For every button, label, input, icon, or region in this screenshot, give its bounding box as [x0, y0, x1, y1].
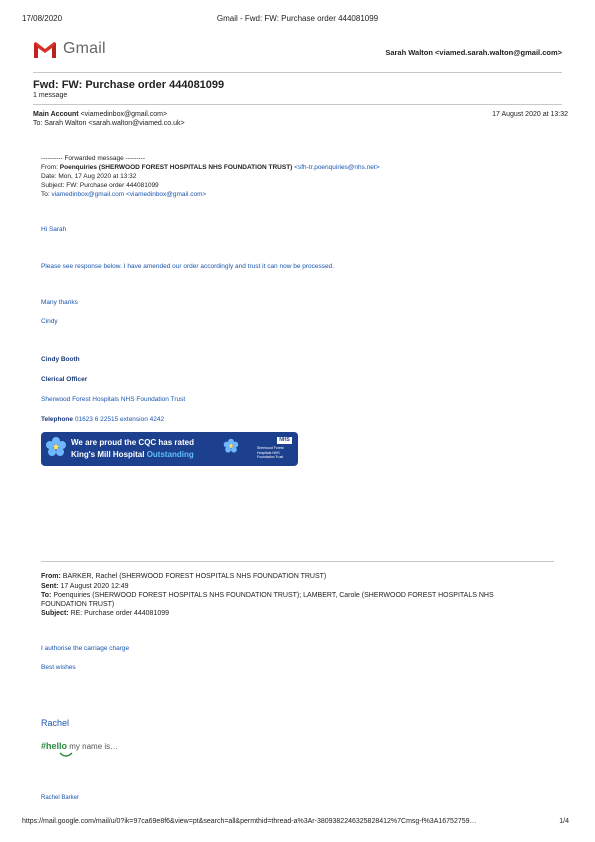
banner-hospital: King's Mill Hospital [71, 450, 147, 459]
quoted-sent-label: Sent: [41, 583, 59, 590]
sender-first-name: Cindy [41, 318, 58, 325]
quoted-subject-label: Subject: [41, 610, 69, 617]
greeting: Hi Sarah [41, 226, 67, 233]
quoted-to [41, 592, 494, 599]
hello-rest: my name is… [67, 742, 119, 751]
quoted-from-label: From: [41, 573, 61, 580]
quoted-to-value: Poenquiries (SHERWOOD FOREST HOSPITALS NHS FOUNDATION TRUST); LAMBERT, Carole (SHERWOOD FOREST HOSPITALS NHS [51, 592, 494, 599]
telephone-label: Telephone [41, 416, 74, 423]
forwarded-to-link[interactable]: viamedinbox@gmail.com [51, 191, 125, 198]
quoted-from-value: BARKER, Rachel (SHERWOOD FOREST HOSPITALS NHS FOUNDATION TRUST) [60, 573, 327, 580]
banner-rating: Outstanding [146, 450, 194, 459]
forwarded-to-address[interactable]: <viamedinbox@gmail.com> [124, 191, 207, 198]
hello-word: hello [46, 741, 68, 751]
thread-subject: Fwd: FW: Purchase order 444081099 [33, 79, 225, 91]
forwarded-from-address[interactable]: <sfh-tr.poenquiries@nhs.net> [292, 164, 380, 171]
print-date: 17/08/2020 [22, 14, 63, 23]
forwarded-from-label: From: [41, 164, 60, 171]
body-paragraph: Please see response below. I have amended our order accordingly and trust it can now be processed. [41, 263, 335, 270]
signature-name: Cindy Booth [41, 356, 80, 363]
authorise-line: I authorise the carriage charge [41, 645, 130, 652]
forwarded-subject: Subject: FW: Purchase order 444081099 [41, 182, 159, 189]
quoted-subject-value: RE: Purchase order 444081099 [68, 610, 170, 617]
smile-icon [59, 752, 73, 758]
gmail-wordmark: Gmail [63, 40, 106, 57]
telephone-number: 01623 6 22515 extension 4242 [73, 416, 165, 423]
signature-role: Clerical Officer [41, 376, 88, 383]
message-date: 17 August 2020 at 13:32 [492, 111, 568, 118]
message-to: To: Sarah Walton <sarah.walton@viamed.co.uk> [33, 120, 185, 127]
hello-my-name-is-logo [41, 741, 118, 751]
forget-me-not-small-icon [223, 438, 239, 454]
message-from [33, 111, 167, 118]
signature-organisation: Sherwood Forest Hospitals NHS Foundation Trust [41, 396, 186, 403]
banner-line-2 [71, 450, 194, 459]
message-count: 1 message [33, 92, 68, 99]
banner-line-1: We are proud the CQC has rated [71, 438, 194, 447]
quoted-to-continued: FOUNDATION TRUST) [41, 601, 115, 608]
banner-trust-name: Sherwood Forest Hospitals NHS Foundation Trust [257, 446, 284, 459]
rachel-name: Rachel [41, 718, 70, 728]
page-number: 1/4 [559, 818, 569, 825]
print-url: https://mail.google.com/mail/u/0?ik=97ca69e8f6&view=pt&search=all&permthid=thread-a%3Ar-3809382246325828412%7Cmsg-f%3A16752759… [22, 818, 477, 825]
sign-off: Many thanks [41, 299, 78, 306]
nhs-logo: NHS [277, 437, 292, 444]
quoted-from [41, 573, 326, 580]
quoted-to-label: To: [41, 592, 52, 599]
signature-rachel-barker: Rachel Barker [41, 795, 80, 801]
forwarded-to-label: To: [41, 191, 52, 198]
header-divider [33, 72, 562, 73]
forget-me-not-icon [45, 436, 67, 458]
quoted-sent-value: 17 August 2020 12:49 [58, 583, 129, 590]
hello-hash: # [41, 741, 47, 751]
quoted-divider [41, 561, 554, 562]
signature-telephone [41, 416, 164, 423]
quoted-subject [41, 610, 169, 617]
forwarded-marker: ---------- Forwarded message --------- [41, 155, 145, 162]
sender-address: <viamedinbox@gmail.com> [78, 111, 168, 118]
print-title: Gmail - Fwd: FW: Purchase order 444081099 [216, 14, 379, 23]
forwarded-from-name: Poenquiries (SHERWOOD FOREST HOSPITALS NHS FOUNDATION TRUST) [59, 164, 293, 171]
forwarded-from [41, 164, 380, 171]
best-wishes: Best wishes [41, 664, 76, 671]
forwarded-date: Date: Mon, 17 Aug 2020 at 13:32 [41, 173, 137, 180]
cqc-banner[interactable] [41, 432, 298, 466]
forwarded-to [41, 191, 206, 198]
thread-divider [33, 104, 562, 105]
account-email: Sarah Walton <viamed.sarah.walton@gmail.com> [385, 48, 562, 57]
quoted-sent [41, 583, 129, 590]
gmail-logo-icon[interactable] [33, 41, 57, 59]
sender-name: Main Account [33, 111, 79, 118]
